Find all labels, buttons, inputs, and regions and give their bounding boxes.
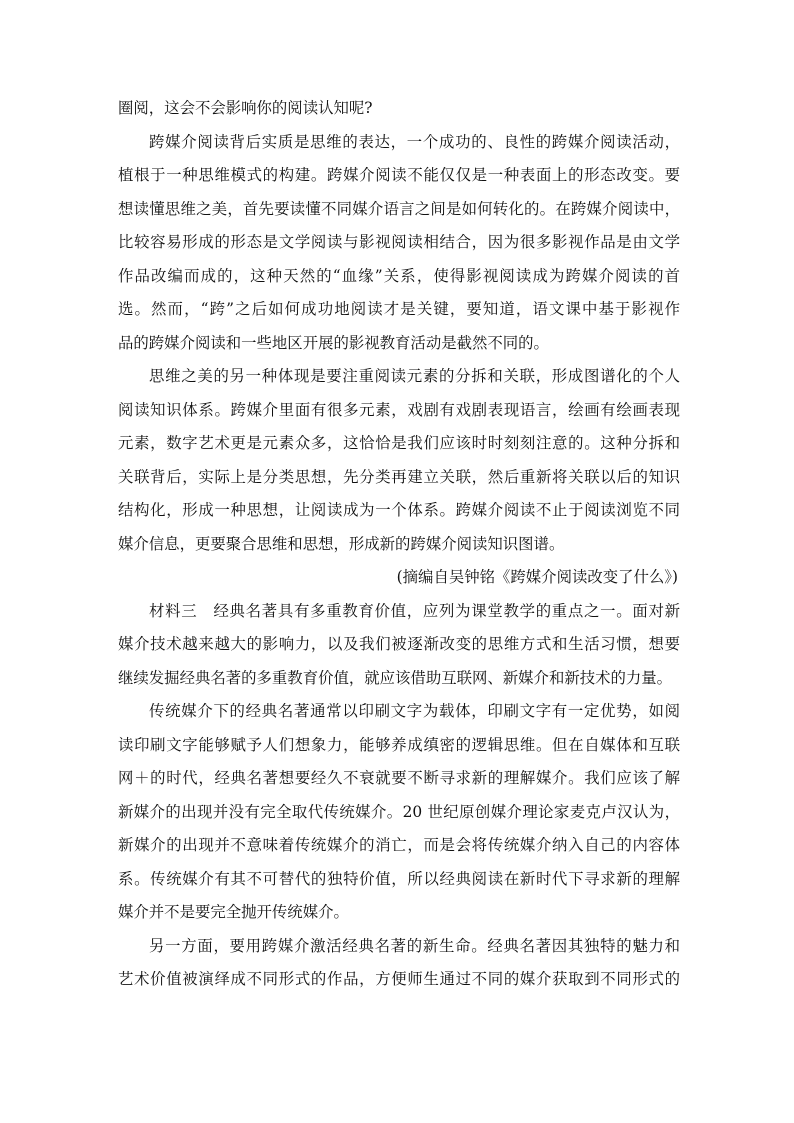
text-line: 植根于一种思维模式的构建。跨媒介阅读不能仅仅是一种表面上的形态改变。要 xyxy=(118,166,680,184)
text-line: 元素，数字艺术更是元素众多，这恰恰是我们应该时时刻刻注意的。这种分拆和 xyxy=(118,434,680,452)
text-line: 阅读知识体系。跨媒介里面有很多元素，戏剧有戏剧表现语言，绘画有绘画表现 xyxy=(118,400,680,419)
text-line: 网＋的时代，经典名著想要经久不衰就要不断寻求新的理解媒介。我们应该了解 xyxy=(118,769,680,787)
text-line: 继续发掘经典名著的多重教育价值，就应该借助互联网、新媒介和新技术的力量。 xyxy=(118,668,673,687)
text-line: 圈阅，这会不会影响你的阅读认知呢? xyxy=(118,99,373,117)
text-line: 作品改编而成的，这种天然的“血缘”关系，使得影视阅读成为跨媒介阅读的首 xyxy=(118,266,680,285)
text-line: 比较容易形成的形态是文学阅读与影视阅读相结合，因为很多影视作品是由文学 xyxy=(118,233,680,251)
text-line: 选。然而，“跨”之后如何成功地阅读才是关键，要知道，语文课中基于影视作 xyxy=(118,300,680,318)
text-line: 新媒介的出现并没有完全取代传统媒介。20 世纪原创媒介理论家麦克卢汉认为， xyxy=(118,802,680,821)
text-line: 媒介信息，更要聚合思维和思想，形成新的跨媒介阅读知识图谱。 xyxy=(118,534,565,553)
paragraph-start: 思维之美的另一种体现是要注重阅读元素的分拆和关联，形成图谱化的个人 xyxy=(149,367,680,385)
body-text xyxy=(118,92,680,997)
source-citation: (摘编自吴钟铭《跨媒介阅读改变了什么》) xyxy=(396,568,678,586)
paragraph-start: 传统媒介下的经典名著通常以印刷文字为载体，印刷文字有一定优势，如阅 xyxy=(149,702,680,720)
text-line: 品的跨媒介阅读和一些地区开展的影视教育活动是截然不同的。 xyxy=(118,333,549,352)
text-line: 媒介技术越来越大的影响力，以及我们被逐渐改变的思维方式和生活习惯，想要 xyxy=(118,635,680,653)
text-line: 关联背后，实际上是分类思想，先分类再建立关联，然后重新将关联以后的知识 xyxy=(118,467,680,486)
section-heading-material-three: 材料三 经典名著具有多重教育价值，应列为课堂教学的重点之一。面对新 xyxy=(149,601,680,620)
paragraph-start: 另一方面，要用跨媒介激活经典名著的新生命。经典名著因其独特的魅力和 xyxy=(149,936,680,955)
paragraph-start: 跨媒介阅读背后实质是思维的表达，一个成功的、良性的跨媒介阅读活动， xyxy=(149,132,680,151)
text-line: 艺术价值被演绎成不同形式的作品，方便师生通过不同的媒介获取到不同形式的 xyxy=(118,970,680,988)
text-line: 想读懂思维之美，首先要读懂不同媒介语言之间是如何转化的。在跨媒介阅读中， xyxy=(118,199,680,218)
text-line: 读印刷文字能够赋予人们想象力，能够养成缜密的逻辑思维。但在自媒体和互联 xyxy=(118,735,680,754)
text-line: 系。传统媒介有其不可替代的独特价值，所以经典阅读在新时代下寻求新的理解 xyxy=(118,869,680,888)
text-line: 新媒介的出现并不意味着传统媒介的消亡，而是会将传统媒介纳入自己的内容体 xyxy=(118,836,680,854)
text-line: 媒介并不是要完全抛开传统媒介。 xyxy=(118,903,349,921)
text-line: 结构化，形成一种思想，让阅读成为一个体系。跨媒介阅读不止于阅读浏览不同 xyxy=(118,501,680,519)
